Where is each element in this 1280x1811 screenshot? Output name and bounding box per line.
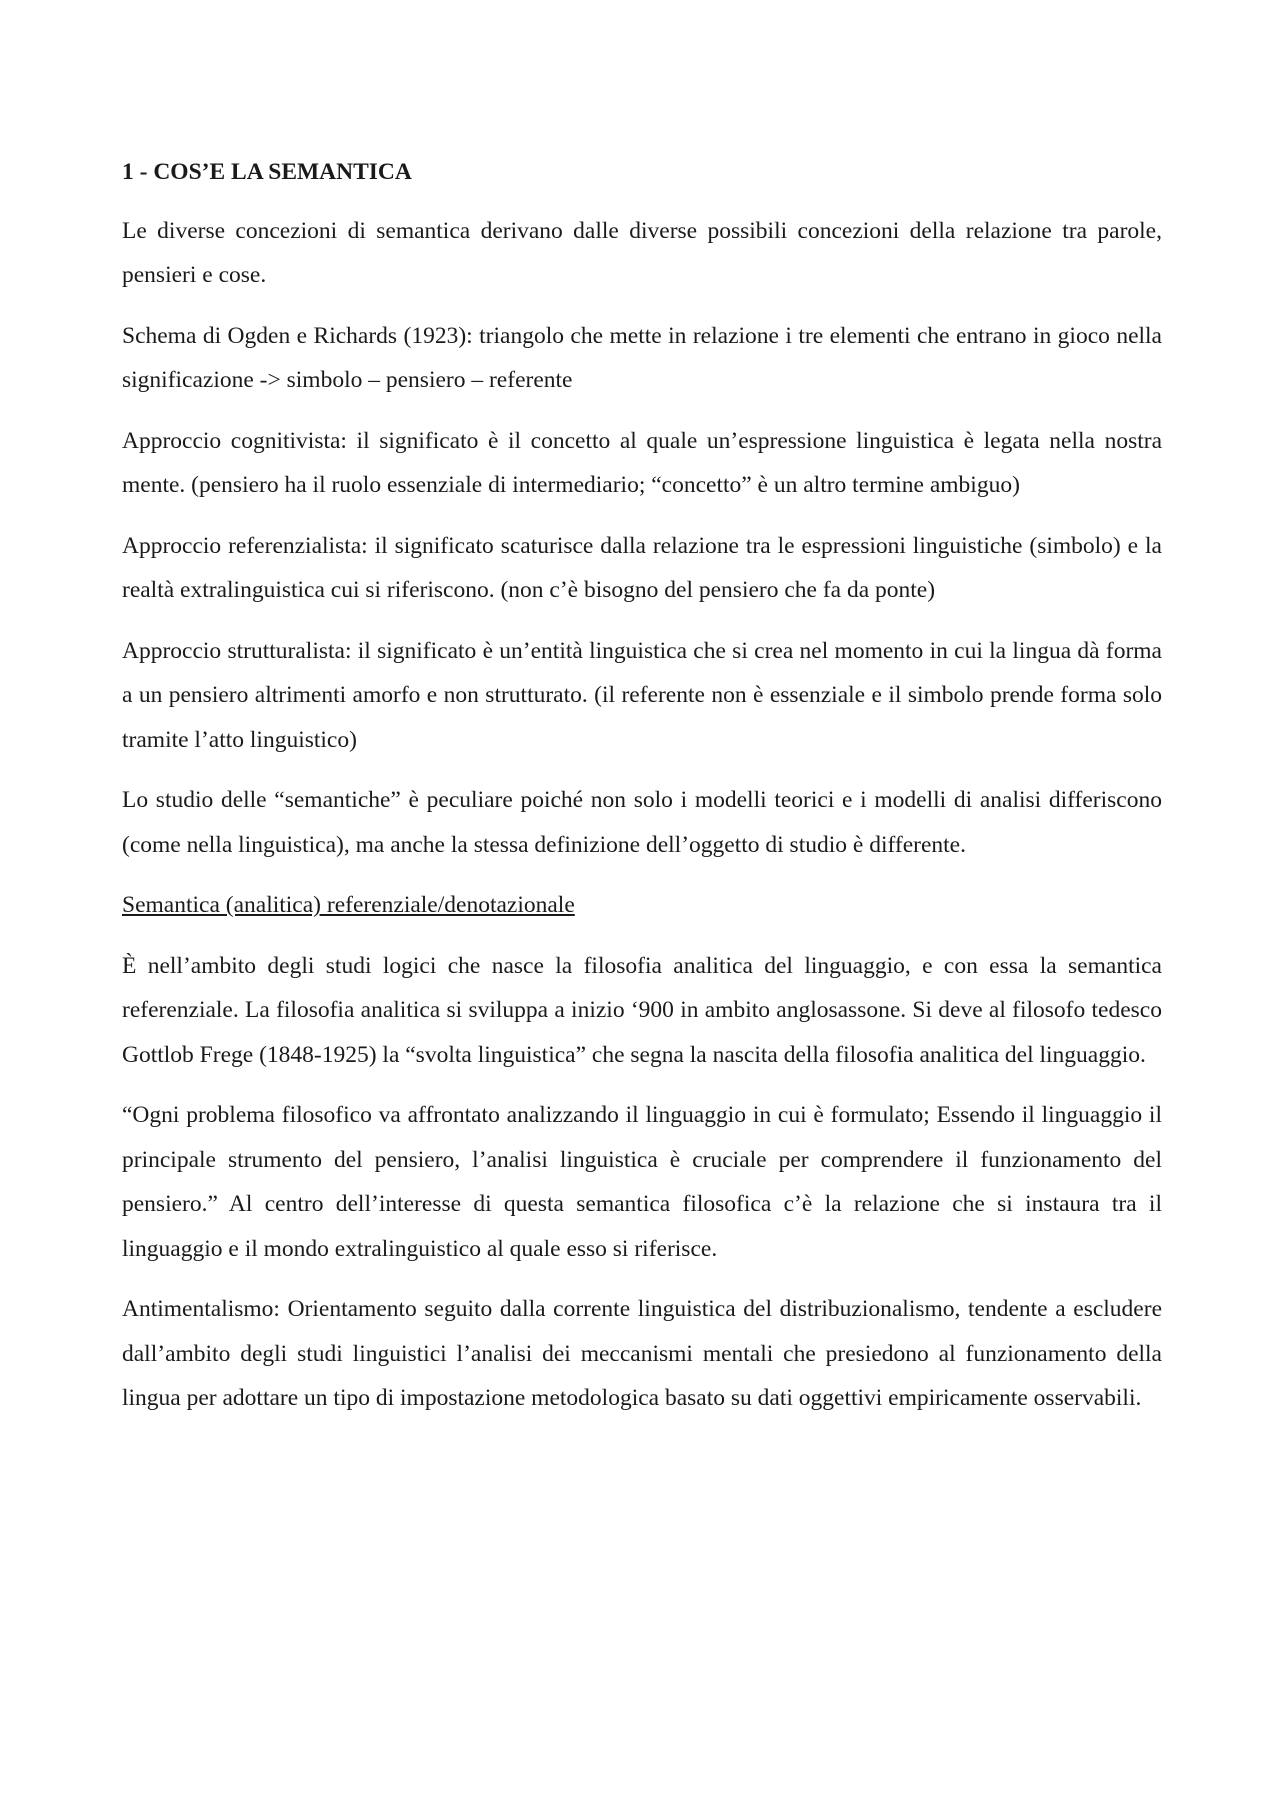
paragraph-analytic-philosophy: È nell’ambito degli studi logici che nasce la filosofia analitica del linguaggio, e con essa la semantica referenziale. La filosofia analitica si sviluppa a inizio ‘900 in ambito anglosassone. Si deve al filosofo tedesco Gottlob Frege (1848-1925) la “svolta linguistica” che segna la nascita della filosofia analitica del linguaggio. xyxy=(122,952,1162,1068)
subsection-heading: Semantica (analitica) referenziale/denotazionale xyxy=(122,892,575,918)
paragraph-semantics-study: Lo studio delle “semantiche” è peculiare poiché non solo i modelli teorici e i modelli di analisi differiscono (come nella linguistica), ma anche la stessa definizione dell’oggetto di studio è differente. xyxy=(122,787,1162,858)
paragraph-ogden-richards: Schema di Ogden e Richards (1923): triangolo che mette in relazione i tre elementi che entrano in gioco nella significazione -> simbolo – pensiero – referente xyxy=(122,322,1162,393)
paragraph-referentialist-approach: Approccio referenzialista: il significato scaturisce dalla relazione tra le espressioni linguistiche (simbolo) e la realtà extralinguistica cui si riferiscono. (non c’è bisogno del pensiero che fa da ponte) xyxy=(122,532,1162,603)
paragraph-structuralist-approach: Approccio strutturalista: il significato è un’entità linguistica che si crea nel momento in cui la lingua dà forma a un pensiero altrimenti amorfo e non strutturato. (il referente non è essenziale e il simbolo prende forma solo tramite l’atto linguistico) xyxy=(122,637,1162,753)
paragraph-definitions-intro: Le diverse concezioni di semantica derivano dalle diverse possibili concezioni della relazione tra parole, pensieri e cose. xyxy=(122,217,1162,288)
paragraph-cognitivist-approach: Approccio cognitivista: il significato è il concetto al quale un’espressione linguistica è legata nella nostra mente. (pensiero ha il ruolo essenziale di intermediario; “concetto” è un altro termine ambiguo) xyxy=(122,427,1162,498)
paragraph-quote-language: “Ogni problema filosofico va affrontato analizzando il linguaggio in cui è formulato; Essendo il linguaggio il principale strumento del pensiero, l’analisi linguistica è cruciale per comprendere il funzionamento del pensiero.” Al centro dell’interesse di questa semantica filosofica c’è la relazione che si instaura tra il linguaggio e il mondo extralinguistico al quale esso si riferisce. xyxy=(122,1102,1162,1262)
paragraph-antimentalism: Antimentalismo: Orientamento seguito dalla corrente linguistica del distribuzionalismo, tendente a escludere dall’ambito degli studi linguistici l’analisi dei meccanismi mentali che presiedono al funzionamento della lingua per adottare un tipo di impostazione metodologica basato su dati oggettivi empiricamente osservabili. xyxy=(122,1296,1162,1411)
document-body xyxy=(122,150,1162,1437)
section-heading: 1 - COS’E LA SEMANTICA xyxy=(122,159,412,185)
